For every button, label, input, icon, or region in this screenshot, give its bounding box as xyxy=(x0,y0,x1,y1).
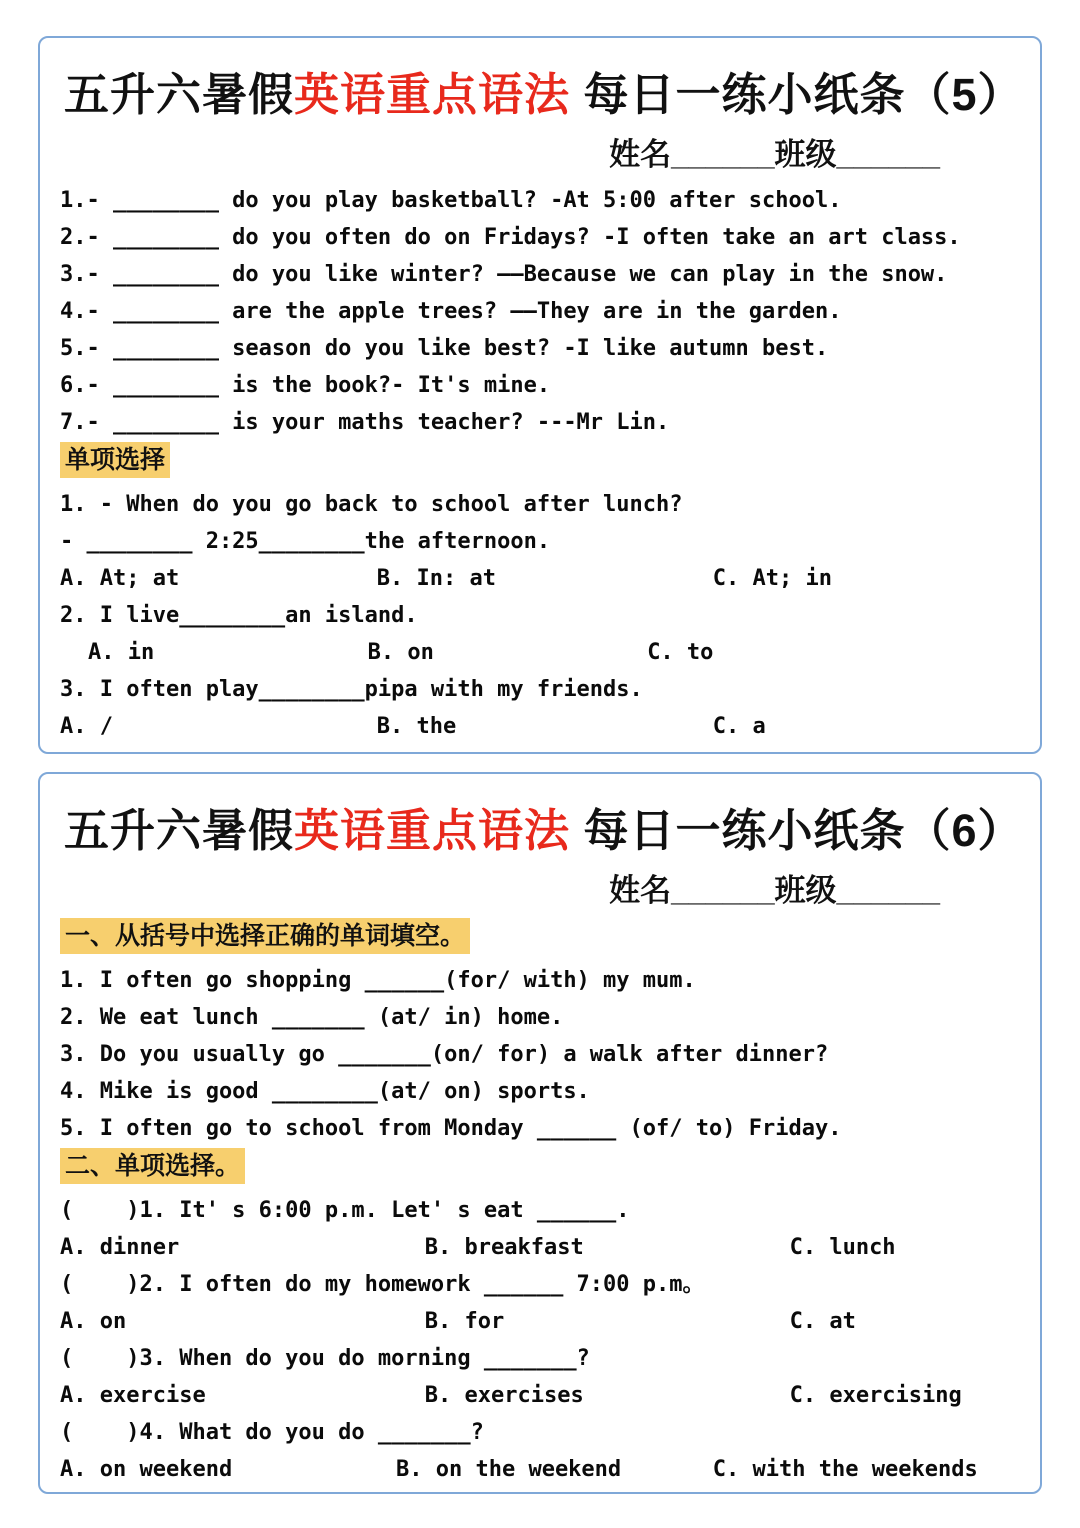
question-line: ( )4. What do you do _______? xyxy=(60,1420,484,1445)
worksheet-card-5 xyxy=(38,36,1042,754)
fill-blank-line: 7.- ________ is your maths teacher? ---Mr Lin. xyxy=(60,410,670,435)
option-c: C. at xyxy=(789,1309,856,1334)
question-line: ( )1. It' s 6:00 p.m. Let' s eat ______. xyxy=(60,1198,630,1223)
option-b: B. on the weekend xyxy=(396,1457,622,1482)
title-red-part: 英语重点语法 xyxy=(294,69,571,120)
title-black-part2: 每日一练小纸条（6） xyxy=(570,805,1024,856)
option-a: A. At; at xyxy=(60,566,180,591)
fill-blank-line: 5.- ________ season do you like best? -I like autumn best. xyxy=(60,336,829,361)
option-a: A. exercise xyxy=(60,1383,206,1408)
option-a: A. on xyxy=(60,1309,127,1334)
section-two-header: 二、单项选择。 xyxy=(60,1148,245,1184)
option-b: B. exercises xyxy=(424,1383,584,1408)
option-b: B. on xyxy=(367,640,434,665)
option-c: C. At; in xyxy=(712,566,833,591)
options-row xyxy=(60,1229,1020,1266)
question-line: ( )3. When do you do morning _______? xyxy=(60,1346,590,1371)
option-c: C. exercising xyxy=(789,1383,962,1408)
fill-blank-line: 6.- ________ is the book?- It's mine. xyxy=(60,373,551,398)
option-c: C. lunch xyxy=(789,1235,896,1260)
fill-blank-line: 2.- ________ do you often do on Fridays? -I often take an art class. xyxy=(60,225,961,250)
option-b: B. breakfast xyxy=(424,1235,584,1260)
title-red-part: 英语重点语法 xyxy=(294,805,571,856)
option-c: C. to xyxy=(647,640,714,665)
options-row xyxy=(60,1303,1020,1340)
options-row xyxy=(60,1377,1020,1414)
title-black-part1: 五升六暑假 xyxy=(64,805,295,856)
fill-blank-line: 4. Mike is good ________(at/ on) sports. xyxy=(60,1079,590,1104)
options-row xyxy=(60,708,1020,745)
fill-blank-line: 4.- ________ are the apple trees? ——They are in the garden. xyxy=(60,299,842,324)
fill-blank-line: 5. I often go to school from Monday ______ (of/ to) Friday. xyxy=(60,1116,842,1141)
section-header-choice: 单项选择 xyxy=(60,442,170,478)
fill-blank-line: 3.- ________ do you like winter? ——Because we can play in the snow. xyxy=(60,262,948,287)
option-c: C. a xyxy=(712,714,766,739)
option-a: A. on weekend xyxy=(60,1457,233,1482)
fill-blank-line: 3. Do you usually go _______(on/ for) a walk after dinner? xyxy=(60,1042,829,1067)
options-row xyxy=(60,1451,1020,1488)
fill-blank-line: 2. We eat lunch _______ (at/ in) home. xyxy=(60,1005,564,1030)
options-row xyxy=(60,634,1020,671)
name-class-line: 姓名______班级______ xyxy=(609,873,940,908)
title-black-part1: 五升六暑假 xyxy=(64,69,295,120)
question-line: 3. I often play________pipa with my friends. xyxy=(60,677,643,702)
question-line: - ________ 2:25________the afternoon. xyxy=(60,529,551,554)
worksheet-title xyxy=(60,788,1024,861)
title-black-part2: 每日一练小纸条（5） xyxy=(570,69,1024,120)
section-one-header: 一、从括号中选择正确的单词填空。 xyxy=(60,918,470,954)
fill-blank-line: 1.- ________ do you play basketball? -At 5:00 after school. xyxy=(60,188,842,213)
question-line: 1. - When do you go back to school after lunch? xyxy=(60,492,683,517)
option-b: B. the xyxy=(376,714,457,739)
section-header-row xyxy=(60,1148,1020,1191)
section-header-row xyxy=(60,442,1020,485)
option-a: A. dinner xyxy=(60,1235,180,1260)
question-line: ( )2. I often do my homework ______ 7:00 p.m。 xyxy=(60,1272,705,1297)
fill-blank-line: 1. I often go shopping ______(for/ with) my mum. xyxy=(60,968,696,993)
option-b: B. In: at xyxy=(376,566,497,591)
option-a: A. in xyxy=(88,640,155,665)
options-row xyxy=(60,560,1020,597)
question-line: 2. I live________an island. xyxy=(60,603,418,628)
name-class-line: 姓名______班级______ xyxy=(609,137,940,172)
option-b: B. for xyxy=(424,1309,505,1334)
option-a: A. / xyxy=(60,714,113,739)
worksheet-title xyxy=(60,52,1024,125)
option-c: C. with the weekends xyxy=(712,1457,978,1482)
worksheet-card-6 xyxy=(38,772,1042,1494)
section-header-row xyxy=(60,918,1020,961)
